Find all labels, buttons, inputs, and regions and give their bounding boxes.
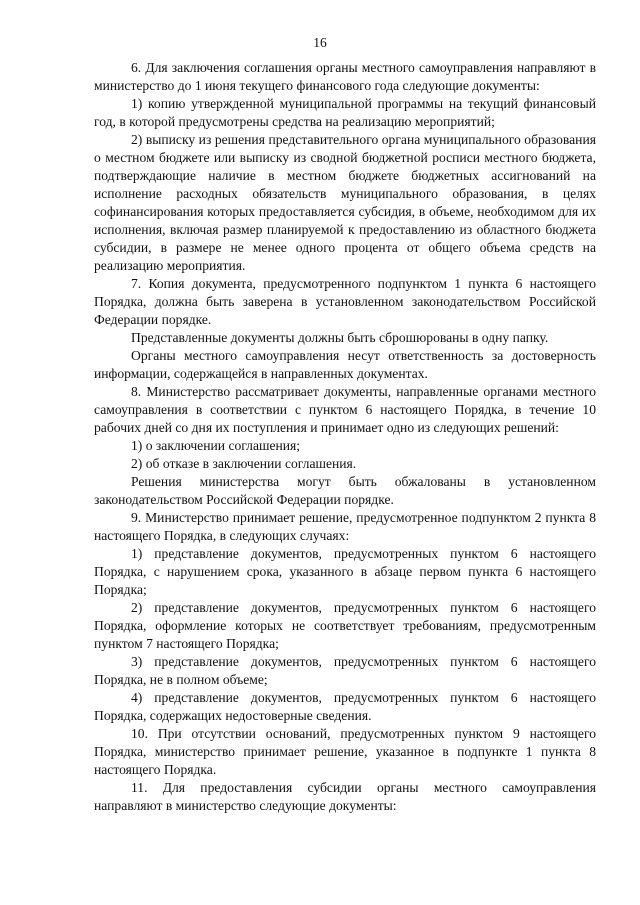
paragraph-6-item-1: 1) копию утвержденной муниципальной программы на текущий финансовый год, в которой предусмотрены средства на реализацию мероприятий; (94, 96, 596, 129)
paragraph-7-binding-note: Представленные документы должны быть сброшюрованы в одну папку. (131, 330, 549, 345)
paragraph-9-item-1: 1) представление документов, предусмотренных пунктом 6 настоящего Порядка, с нарушением срока, указанного в абзаце первом пункта 6 настоящего Порядка; (94, 546, 596, 597)
paragraph-7-responsibility-note: Органы местного самоуправления несут ответственность за достоверность информации, содержащейся в направленных документах. (94, 348, 596, 381)
paragraph-11-intro: 11. Для предоставления субсидии органы местного самоуправления направляют в министерство следующие документы: (94, 780, 596, 813)
page-number: 16 (313, 35, 327, 50)
paragraph-10: 10. При отсутствии оснований, предусмотренных пунктом 9 настоящего Порядка, министерство принимает решение, указанное в подпункте 1 пункта 8 настоящего Порядка. (94, 726, 596, 777)
paragraph-8-appeal-note: Решения министерства могут быть обжалованы в установленном законодательством Российской Федерации порядке. (94, 474, 596, 507)
document-body (94, 59, 596, 815)
paragraph-6-item-2: 2) выписку из решения представительного органа муниципального образования о местном бюджете или выписку из сводной бюджетной росписи местного бюджета, подтверждающие наличие в местном бюджете бюджетных ассигнований на исполнение расходных обязательств муниципального образования, в целях софинансирования которых предоставляется субсидия, в объеме, необходимом для их исполнения, включая размер планируемой к предоставлению из областного бюджета субсидии, в размере не менее одного процента от общего объема средств на реализацию мероприятия. (94, 132, 596, 273)
paragraph-8-intro: 8. Министерство рассматривает документы, направленные органами местного самоуправления в соответствии с пунктом 6 настоящего Порядка, в течение 10 рабочих дней со дня их поступления и принимает одно из следующих решений: (94, 384, 596, 435)
paragraph-8-item-1: 1) о заключении соглашения; (131, 438, 301, 453)
paragraph-9-intro: 9. Министерство принимает решение, предусмотренное подпунктом 2 пункта 8 настоящего Порядка, в следующих случаях: (94, 510, 596, 543)
paragraph-9-item-2: 2) представление документов, предусмотренных пунктом 6 настоящего Порядка, оформление которых не соответствует требованиям, предусмотренным пунктом 7 настоящего Порядка; (94, 600, 596, 651)
paragraph-8-item-2: 2) об отказе в заключении соглашения. (131, 456, 357, 471)
paragraph-9-item-4: 4) представление документов, предусмотренных пунктом 6 настоящего Порядка, содержащих недостоверные сведения. (94, 690, 596, 723)
paragraph-6-intro: 6. Для заключения соглашения органы местного самоуправления направляют в министерство до 1 июня текущего финансового года следующие документы: (94, 60, 596, 93)
paragraph-9-item-3: 3) представление документов, предусмотренных пунктом 6 настоящего Порядка, не в полном объеме; (94, 654, 596, 687)
paragraph-7: 7. Копия документа, предусмотренного подпунктом 1 пункта 6 настоящего Порядка, должна быть заверена в установленном законодательством Российской Федерации порядке. (94, 276, 596, 327)
